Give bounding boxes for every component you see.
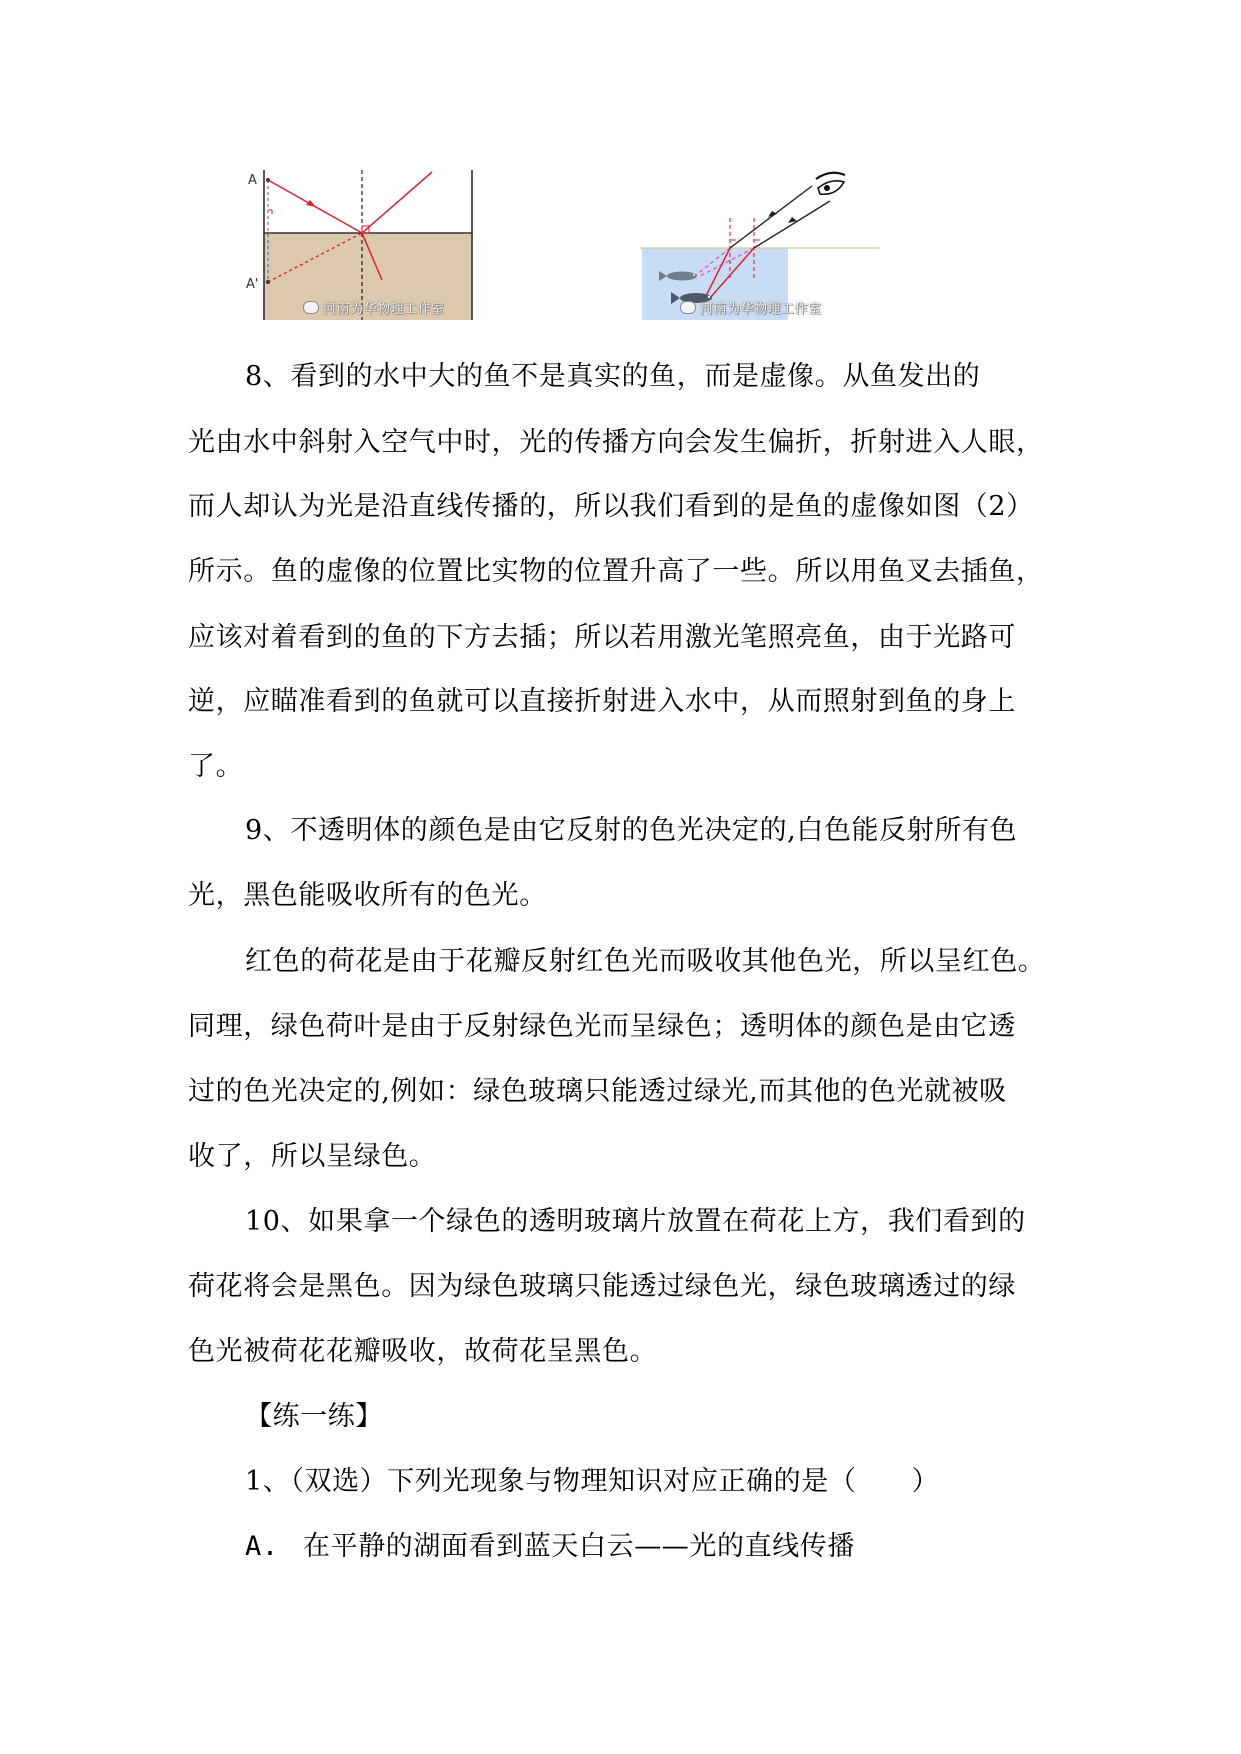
sight-line-1 — [730, 186, 812, 248]
text-line: 过的色光决定的,例如：绿色玻璃只能透过绿光,而其他的色光就被吸 — [188, 1076, 1007, 1107]
text-line: 逆，应瞄准看到的鱼就可以直接折射进入水中，从而照射到鱼的身上 — [188, 686, 1016, 717]
watermark: 河南为华物理工作室 — [680, 298, 822, 317]
option-a — [245, 1530, 855, 1564]
text-line: 红色的荷花是由于花瓣反射红色光而吸收其他色光，所以呈红色。 — [245, 946, 1046, 977]
option-a-letter: A. — [245, 1531, 279, 1562]
text-line: 了。 — [188, 751, 244, 782]
text-line: 8、看到的水中大的鱼不是真实的鱼，而是虚像。从鱼发出的 — [245, 361, 981, 392]
angle-mark — [268, 210, 272, 214]
text-line: 10、如果拿一个绿色的透明玻璃片放置在荷花上方，我们看到的 — [245, 1206, 1026, 1237]
eye-icon — [816, 173, 845, 195]
point-a-label: A — [248, 173, 257, 188]
text-line: 9、不透明体的颜色是由它反射的色光决定的,白色能反射所有色 — [245, 815, 1018, 846]
sight-line-2 — [754, 201, 830, 248]
text-line: 所示。鱼的虚像的位置比实物的位置升高了一些。所以用鱼叉去插鱼， — [188, 556, 1044, 587]
text-line: 色光被荷花花瓣吸收，故荷花呈黑色。 — [188, 1336, 658, 1367]
text-line: 光，黑色能吸收所有的色光。 — [188, 880, 547, 911]
option-a-text: 在平静的湖面看到蓝天白云——光的直线传播 — [303, 1531, 855, 1562]
text-line: 光由水中斜射入空气中时，光的传播方向会发生偏折，折射进入人眼， — [188, 427, 1044, 458]
text-line: 同理，绿色荷叶是由于反射绿色光而呈绿色；透明体的颜色是由它透 — [188, 1011, 1016, 1042]
wechat-icon — [680, 301, 696, 314]
arrow-head — [306, 200, 316, 207]
practice-heading: 【练一练】 — [245, 1401, 383, 1432]
text-line: 荷花将会是黑色。因为绿色玻璃只能透过绿色光，绿色玻璃透过的绿 — [188, 1271, 1016, 1302]
reflected-ray — [362, 172, 432, 233]
text-line: 而人却认为光是沿直线传播的，所以我们看到的是鱼的虚像如图（2） — [188, 491, 1034, 522]
text-line: 收了，所以呈绿色。 — [188, 1141, 437, 1172]
point-a-image-label: A' — [246, 277, 259, 292]
wechat-icon — [303, 301, 319, 314]
text-line: 应该对着看到的鱼的下方去插；所以若用激光笔照亮鱼，由于光路可 — [188, 622, 1016, 653]
watermark: 河南为华物理工作室 — [303, 298, 445, 317]
question-text: 1、（双选）下列光现象与物理知识对应正确的是（ ） — [245, 1466, 940, 1497]
